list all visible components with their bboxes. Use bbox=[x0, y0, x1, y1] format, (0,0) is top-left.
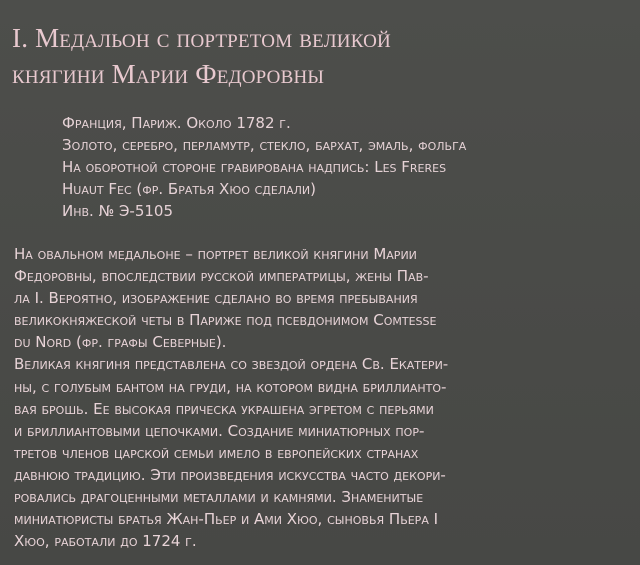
exhibit-inventory-number: Инв. № Э-5105 bbox=[62, 202, 174, 220]
exhibit-details bbox=[62, 112, 622, 222]
description-line: вая брошь. Ее высокая прическа украшена эгретом с перьями bbox=[14, 399, 434, 418]
exhibit-title-line-2: княгини Марии Федоровны bbox=[12, 59, 325, 89]
exhibit-title bbox=[12, 20, 612, 92]
description-line: третов членов царской семьи имело в европейских странах bbox=[14, 443, 419, 462]
description-line: Федоровны, впоследствии русской императрицы, жены Пав- bbox=[14, 267, 429, 286]
exhibit-inscription-line-2: Huaut Fec (фр. Братья Хюо сделали) bbox=[62, 180, 316, 198]
description-line: давнюю традицию. Эти произведения искусства часто декори- bbox=[14, 465, 446, 484]
description-line: du Nord (фр. графы Северные). bbox=[14, 333, 227, 352]
exhibit-materials: Золото, серебро, перламутр, стекло, бархат, эмаль, фольга bbox=[62, 136, 467, 154]
description-line: Великая княгиня представлена со звездой ордена Св. Екатери- bbox=[14, 355, 449, 374]
description-line: Хюо, работали до 1724 г. bbox=[14, 532, 197, 551]
description-line: На овальном медальоне – портрет великой княгини Марии bbox=[14, 245, 417, 263]
exhibit-title-line-1: I. Медальон с портретом великой bbox=[12, 23, 391, 53]
description-line: ровались драгоценными металлами и камнями. Знаменитые bbox=[14, 488, 424, 507]
exhibit-inscription-line-1: На оборотной стороне гравирована надпись: Les Freres bbox=[62, 158, 447, 176]
description-line: миниатюристы братья Жан-Пьер и Ами Хюо, сыновья Пьера I bbox=[14, 510, 439, 529]
description-line: ла I. Вероятно, изображение сделано во время пребывания bbox=[14, 289, 418, 308]
description-line: великокняжеской четы в Париже под псевдонимом Comtesse bbox=[14, 311, 437, 330]
exhibit-origin-date: Франция, Париж. Около 1782 г. bbox=[62, 114, 291, 132]
description-line: ны, с голубым бантом на груди, на котором видна бриллианто- bbox=[14, 377, 447, 396]
exhibit-description bbox=[14, 243, 630, 552]
description-line: и бриллиантовыми цепочками. Создание миниатюрных пор- bbox=[14, 421, 425, 440]
